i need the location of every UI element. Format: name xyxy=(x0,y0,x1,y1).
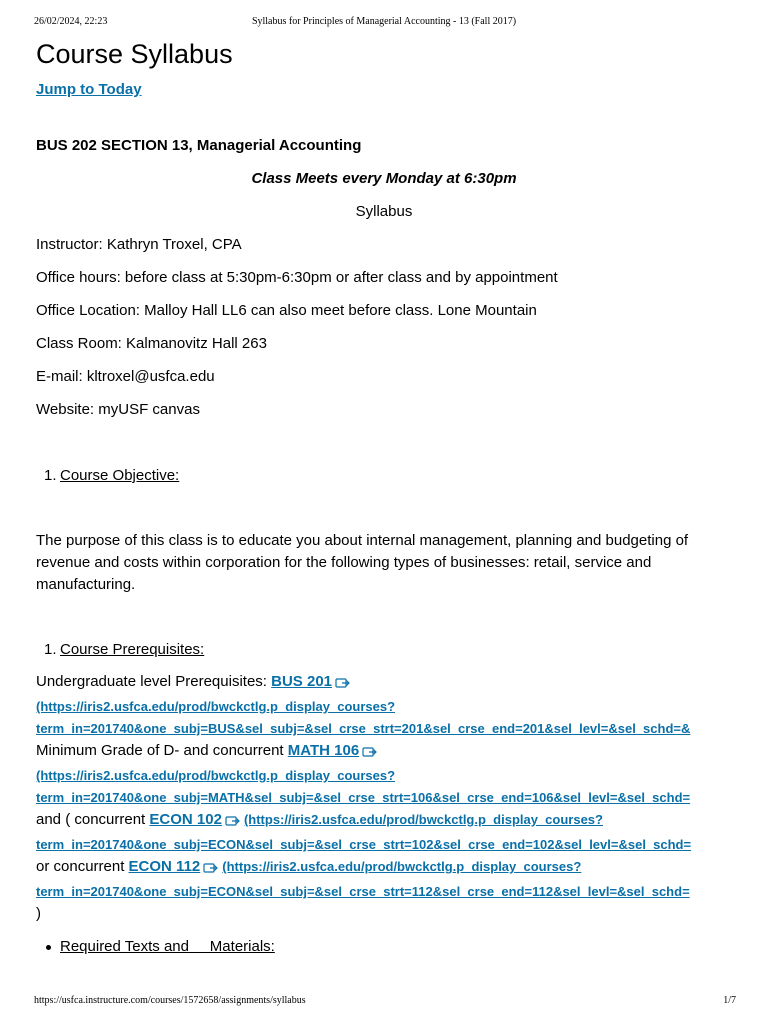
print-footer xyxy=(0,995,768,1009)
list-item xyxy=(36,639,732,661)
page-number: 1/7 xyxy=(723,995,736,1006)
prereq-line xyxy=(36,718,732,740)
jump-to-today-link[interactable]: Jump to Today xyxy=(36,81,142,98)
prereq-line xyxy=(36,809,732,834)
print-doc-title: Syllabus for Principles of Managerial Accounting - 13 (Fall 2017) xyxy=(251,16,517,27)
prereq-line xyxy=(36,671,732,696)
office-location-line: Office Location: Malloy Hall LL6 can also meet before class. Lone Mountain xyxy=(36,302,537,319)
prereq-or-text: or concurrent xyxy=(36,858,129,875)
math-106-url-2[interactable]: term_in=201740&one_subj=MATH&sel_subj=&sel_crse_strt=106&sel_crse_end=106&sel_levl=&sel_schd= xyxy=(36,790,691,805)
class-meets-text: Class Meets every Monday at 6:30pm xyxy=(251,170,517,187)
course-heading: BUS 202 SECTION 13, Managerial Accounting xyxy=(36,137,362,154)
print-header xyxy=(0,16,768,30)
bus-201-url-2[interactable]: term_in=201740&one_subj=BUS&sel_subj=&sel_crse_strt=201&sel_crse_end=201&sel_levl=&sel_schd=& xyxy=(36,721,691,736)
prereq-min-grade-text: Minimum Grade of D- and concurrent xyxy=(36,742,288,759)
external-link-icon xyxy=(225,812,241,834)
syllabus-content xyxy=(36,36,732,958)
prereq-line xyxy=(36,903,732,925)
bus-201-link[interactable]: BUS 201 xyxy=(271,673,333,690)
objective-text: The purpose of this class is to educate you about internal management, planning and budgeting of revenue and costs within corporation for the following types of businesses: retail, service and manufacturing. xyxy=(36,532,689,593)
list-number: 1. xyxy=(44,641,57,658)
prereq-line xyxy=(36,856,732,881)
external-link-icon xyxy=(203,859,219,881)
prereq-and-text: and ( concurrent xyxy=(36,811,150,828)
email-line: E-mail: kltroxel@usfca.edu xyxy=(36,368,215,385)
prereq-line xyxy=(36,696,732,718)
prereq-line xyxy=(36,834,732,856)
list-number: 1. xyxy=(44,467,57,484)
prereq-line xyxy=(36,765,732,787)
prerequisites-heading: Course Prerequisites: xyxy=(60,641,205,658)
prerequisites-list xyxy=(36,639,732,661)
prereq-line xyxy=(36,787,732,809)
bus-201-url-1[interactable]: (https://iris2.usfca.edu/prod/bwckctlg.p_display_courses? xyxy=(36,699,396,714)
prereq-closing: ) xyxy=(36,905,41,922)
bullet-icon xyxy=(46,945,51,950)
math-106-url-1[interactable]: (https://iris2.usfca.edu/prod/bwckctlg.p_display_courses? xyxy=(36,768,396,783)
econ-112-url-1[interactable]: (https://iris2.usfca.edu/prod/bwckctlg.p_display_courses? xyxy=(222,859,582,874)
office-hours-line: Office hours: before class at 5:30pm-6:30pm or after class and by appointment xyxy=(36,269,558,286)
econ-112-link[interactable]: ECON 112 xyxy=(128,858,201,875)
external-link-icon xyxy=(362,743,378,765)
website-line: Website: myUSF canvas xyxy=(36,401,200,418)
required-texts-list xyxy=(36,936,732,958)
print-url: https://usfca.instructure.com/courses/1572658/assignments/syllabus xyxy=(34,995,306,1006)
page-title: Course Syllabus xyxy=(36,39,233,69)
prereq-line xyxy=(36,740,732,765)
objective-heading: Course Objective: xyxy=(60,467,180,484)
print-datetime: 26/02/2024, 22:23 xyxy=(34,16,108,27)
math-106-link[interactable]: MATH 106 xyxy=(287,742,360,759)
econ-102-url-1[interactable]: (https://iris2.usfca.edu/prod/bwckctlg.p_display_courses? xyxy=(243,812,603,827)
prerequisites-block xyxy=(36,671,732,925)
list-item xyxy=(36,936,732,958)
prereq-line xyxy=(36,881,732,903)
syllabus-label: Syllabus xyxy=(355,203,413,220)
external-link-icon xyxy=(335,674,351,696)
instructor-line: Instructor: Kathryn Troxel, CPA xyxy=(36,236,242,253)
class-room-line: Class Room: Kalmanovitz Hall 263 xyxy=(36,335,267,352)
prereq-intro: Undergraduate level Prerequisites: xyxy=(36,673,272,690)
list-item xyxy=(36,465,732,487)
objective-list xyxy=(36,465,732,487)
econ-112-url-2[interactable]: term_in=201740&one_subj=ECON&sel_subj=&sel_crse_strt=112&sel_crse_end=112&sel_levl=&sel_schd= xyxy=(36,884,690,899)
econ-102-url-2[interactable]: term_in=201740&one_subj=ECON&sel_subj=&sel_crse_strt=102&sel_crse_end=102&sel_levl=&sel_schd= xyxy=(36,837,692,852)
required-texts-heading: Required Texts and Materials: xyxy=(60,938,275,955)
econ-102-link[interactable]: ECON 102 xyxy=(149,811,222,828)
